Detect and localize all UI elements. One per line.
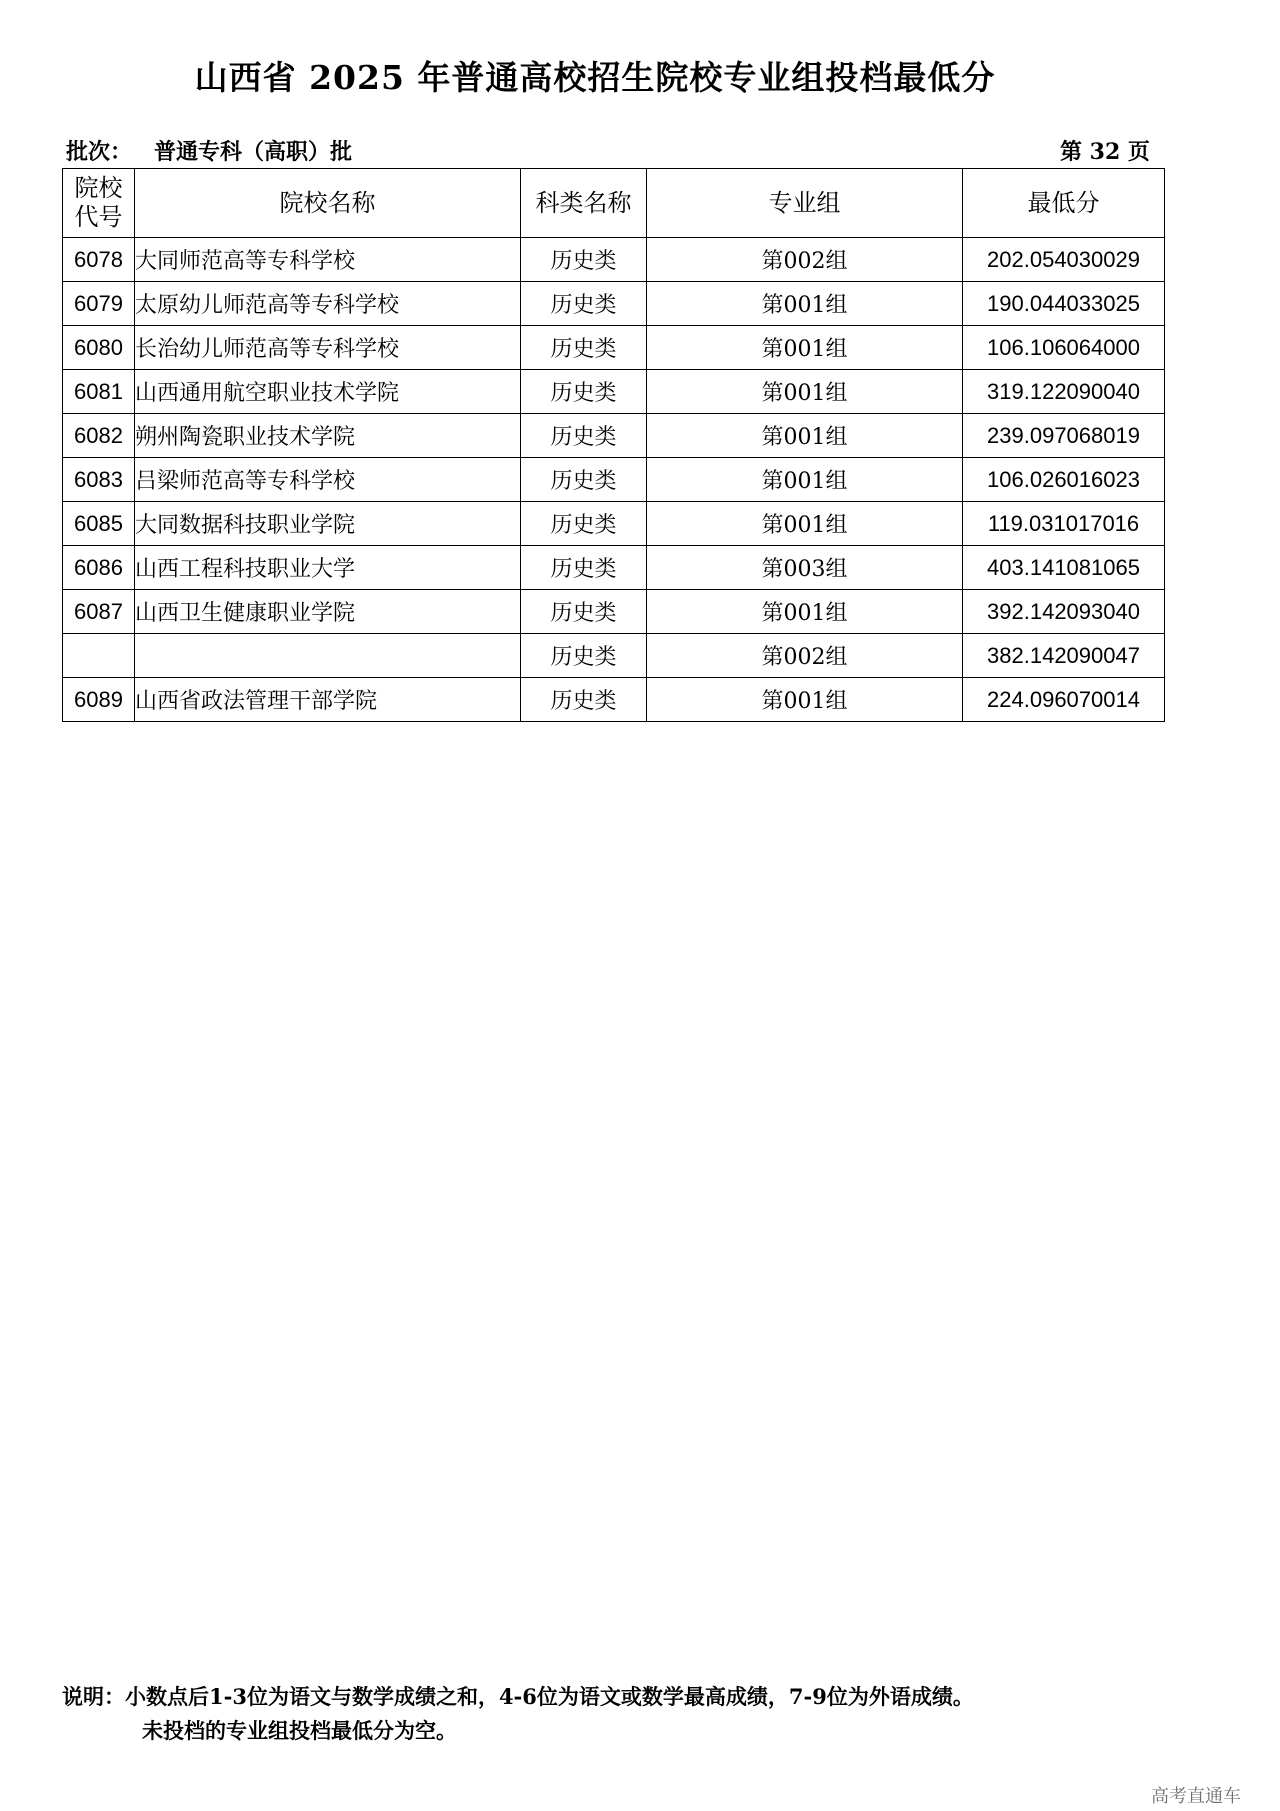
major-group: 第002组 <box>647 238 963 282</box>
school-name: 山西工程科技职业大学 <box>135 546 521 590</box>
footnote-line-1: 说明：小数点后1-3位为语文与数学成绩之和，4-6位为语文或数学最高成绩，7-9位为外语成绩。 <box>62 1684 974 1709</box>
category: 历史类 <box>521 282 647 326</box>
school-name: 大同师范高等专科学校 <box>135 238 521 282</box>
category: 历史类 <box>521 590 647 634</box>
school-code: 6089 <box>63 678 135 722</box>
school-name: 大同数据科技职业学院 <box>135 502 521 546</box>
school-code <box>63 634 135 678</box>
table-row <box>63 282 1165 326</box>
table-header-row <box>63 169 1165 238</box>
major-group: 第001组 <box>647 590 963 634</box>
table-row <box>63 414 1165 458</box>
column-header-score: 最低分 <box>963 169 1165 238</box>
school-name <box>135 634 521 678</box>
major-group: 第001组 <box>647 502 963 546</box>
category: 历史类 <box>521 326 647 370</box>
school-code: 6083 <box>63 458 135 502</box>
major-group: 第002组 <box>647 634 963 678</box>
category: 历史类 <box>521 458 647 502</box>
major-group: 第001组 <box>647 370 963 414</box>
column-header-code: 院校代号 <box>63 169 135 238</box>
min-score: 106.026016023 <box>963 458 1165 502</box>
school-code: 6085 <box>63 502 135 546</box>
table-row <box>63 326 1165 370</box>
category: 历史类 <box>521 414 647 458</box>
footnote <box>62 1680 974 1748</box>
school-name: 山西省政法管理干部学院 <box>135 678 521 722</box>
min-score: 392.142093040 <box>963 590 1165 634</box>
major-group: 第001组 <box>647 414 963 458</box>
school-name: 山西通用航空职业技术学院 <box>135 370 521 414</box>
watermark: 高考直通车 <box>1151 1786 1241 1807</box>
major-group: 第001组 <box>647 282 963 326</box>
category: 历史类 <box>521 546 647 590</box>
min-score: 382.142090047 <box>963 634 1165 678</box>
school-code: 6086 <box>63 546 135 590</box>
school-code: 6080 <box>63 326 135 370</box>
category: 历史类 <box>521 502 647 546</box>
major-group: 第001组 <box>647 458 963 502</box>
score-table <box>62 168 1165 722</box>
major-group: 第001组 <box>647 678 963 722</box>
min-score: 319.122090040 <box>963 370 1165 414</box>
school-code: 6081 <box>63 370 135 414</box>
batch-value: 普通专科（高职）批 <box>154 139 353 165</box>
category: 历史类 <box>521 678 647 722</box>
column-header-group: 专业组 <box>647 169 963 238</box>
column-header-category: 科类名称 <box>521 169 647 238</box>
major-group: 第001组 <box>647 326 963 370</box>
table-row <box>63 458 1165 502</box>
school-name: 太原幼儿师范高等专科学校 <box>135 282 521 326</box>
category: 历史类 <box>521 370 647 414</box>
category: 历史类 <box>521 238 647 282</box>
min-score: 224.096070014 <box>963 678 1165 722</box>
table-row <box>63 546 1165 590</box>
page-title: 山西省 2025 年普通高校招生院校专业组投档最低分 <box>194 58 996 97</box>
major-group: 第003组 <box>647 546 963 590</box>
school-code: 6082 <box>63 414 135 458</box>
school-name: 山西卫生健康职业学院 <box>135 590 521 634</box>
school-code: 6079 <box>63 282 135 326</box>
school-name: 长治幼儿师范高等专科学校 <box>135 326 521 370</box>
min-score: 239.097068019 <box>963 414 1165 458</box>
column-header-name: 院校名称 <box>135 169 521 238</box>
min-score: 190.044033025 <box>963 282 1165 326</box>
school-name: 朔州陶瓷职业技术学院 <box>135 414 521 458</box>
footnote-line-2: 未投档的专业组投档最低分为空。 <box>142 1718 457 1743</box>
table-row <box>63 238 1165 282</box>
school-code: 6078 <box>63 238 135 282</box>
table-row <box>63 590 1165 634</box>
batch-info <box>66 135 352 166</box>
table-row <box>63 502 1165 546</box>
page-number: 第 32 页 <box>1060 139 1150 165</box>
category: 历史类 <box>521 634 647 678</box>
min-score: 403.141081065 <box>963 546 1165 590</box>
min-score: 119.031017016 <box>963 502 1165 546</box>
school-code: 6087 <box>63 590 135 634</box>
table-row <box>63 634 1165 678</box>
school-name: 吕梁师范高等专科学校 <box>135 458 521 502</box>
min-score: 106.106064000 <box>963 326 1165 370</box>
batch-label: 批次： <box>66 139 133 165</box>
table-row <box>63 370 1165 414</box>
table-row <box>63 678 1165 722</box>
min-score: 202.054030029 <box>963 238 1165 282</box>
